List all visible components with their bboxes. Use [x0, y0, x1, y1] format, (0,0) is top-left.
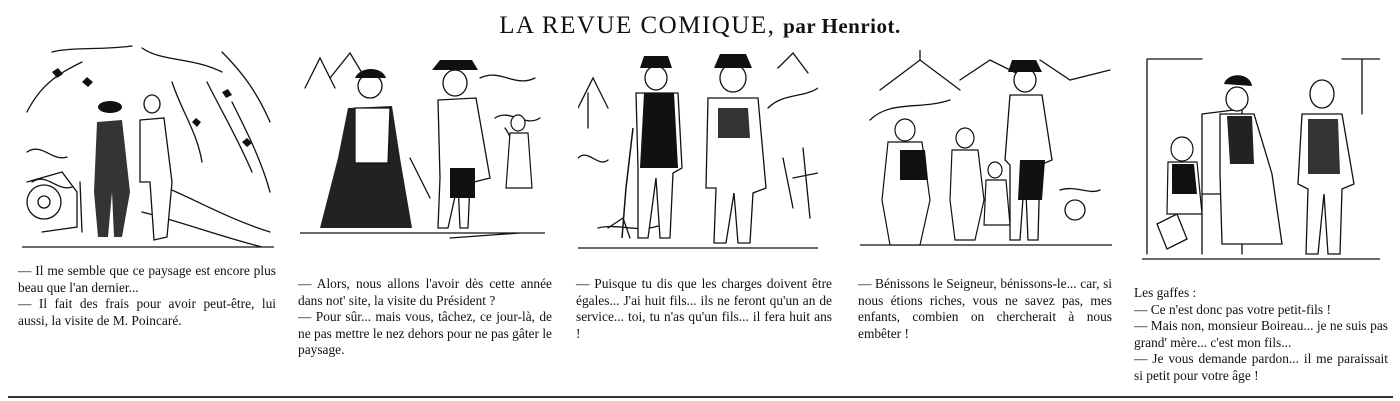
caption-2 [298, 276, 552, 359]
title-main: LA REVUE COMIQUE, [499, 12, 776, 39]
caption-3 [576, 276, 832, 342]
caption-1 [18, 263, 276, 329]
caption-line: — Ce n'est donc pas votre petit-fils ! [1134, 301, 1331, 317]
caption-5 [1134, 285, 1388, 384]
caption-line: Les gaffes : [1134, 285, 1197, 300]
caption-line: — Mais non, monsieur Boireau... je ne suis pas grand' mère... c'est mon fils... [1134, 318, 1388, 350]
cartoon-illustration-1 [22, 42, 274, 254]
page-title [0, 12, 1400, 40]
bottom-rule [8, 396, 1393, 398]
cartoon-illustration-2 [300, 48, 545, 248]
cartoon-illustration-3 [578, 48, 818, 256]
caption-line: — Je vous demande pardon... il me paraissait si petit pour votre âge ! [1134, 351, 1388, 383]
caption-line: — Il me semble que ce paysage est encore plus beau que l'an dernier... [18, 263, 276, 295]
title-byline: par Henriot. [783, 14, 901, 38]
caption-line: — Pour sûr... mais vous, tâchez, ce jour-là, de ne pas mettre le nez dehors pour ne pas gâter le paysage. [298, 309, 552, 357]
caption-line: — Alors, nous allons l'avoir dès cette année dans not' site, la visite du Président ? [298, 276, 552, 308]
cartoon-illustration-5 [1142, 54, 1380, 266]
caption-line: — Il fait des frais pour avoir peut-être, lui aussi, la visite de M. Poincaré. [18, 296, 276, 328]
cartoon-illustration-4 [860, 50, 1112, 252]
caption-4 [858, 276, 1112, 342]
caption-line: — Puisque tu dis que les charges doivent être égales... J'ai huit fils... ils ne feront qu'un an de service... toi, tu n'as qu'un fils... il fera huit ans ! [576, 276, 832, 341]
caption-line: — Bénissons le Seigneur, bénissons-le... car, si nous étions riches, vous ne savez pas, mes enfants, combien on chercherait à nous embêter ! [858, 276, 1112, 341]
